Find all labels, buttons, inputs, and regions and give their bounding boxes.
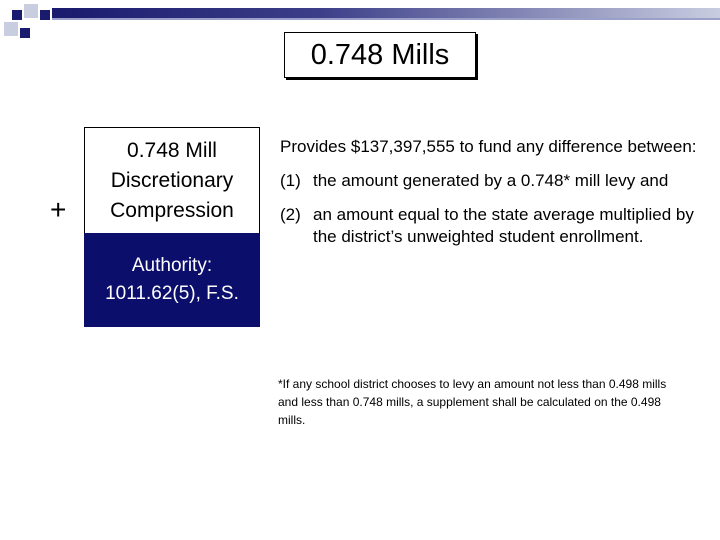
intro-text: Provides $137,397,555 to fund any difference between:	[280, 137, 697, 156]
band-line	[52, 18, 720, 20]
decor-square	[12, 10, 22, 20]
authority-label: Authority:	[131, 255, 213, 276]
decor-square	[20, 28, 30, 38]
mill-box-line3: Compression	[110, 199, 234, 222]
top-band	[52, 8, 720, 18]
mill-box-line2: Discretionary	[110, 169, 234, 192]
authority-box	[84, 233, 260, 327]
decor-square	[40, 10, 50, 20]
item-number: (2)	[280, 205, 301, 224]
mill-box	[84, 127, 260, 235]
item-number: (1)	[280, 171, 301, 190]
mill-box-line1: 0.748 Mill	[127, 139, 217, 162]
decor-square	[24, 4, 38, 18]
authority-statute: 1011.62(5), F.S.	[105, 283, 239, 304]
list-item-1	[280, 170, 700, 192]
item-text: the amount generated by a 0.748* mill levy and	[313, 171, 669, 190]
footnote: *If any school district chooses to levy an amount not less than 0.498 mills and less than 0.748 mills, a supplement shall be calculated on the 0.498 mills.	[278, 377, 667, 427]
description	[280, 136, 700, 260]
plus-sign: +	[50, 194, 67, 225]
page-title: 0.748 Mills	[284, 32, 476, 78]
item-text: an amount equal to the state average multiplied by the district’s unweighted student enrollment.	[313, 205, 694, 246]
list-item-2	[280, 204, 700, 248]
decor-square	[4, 22, 18, 36]
